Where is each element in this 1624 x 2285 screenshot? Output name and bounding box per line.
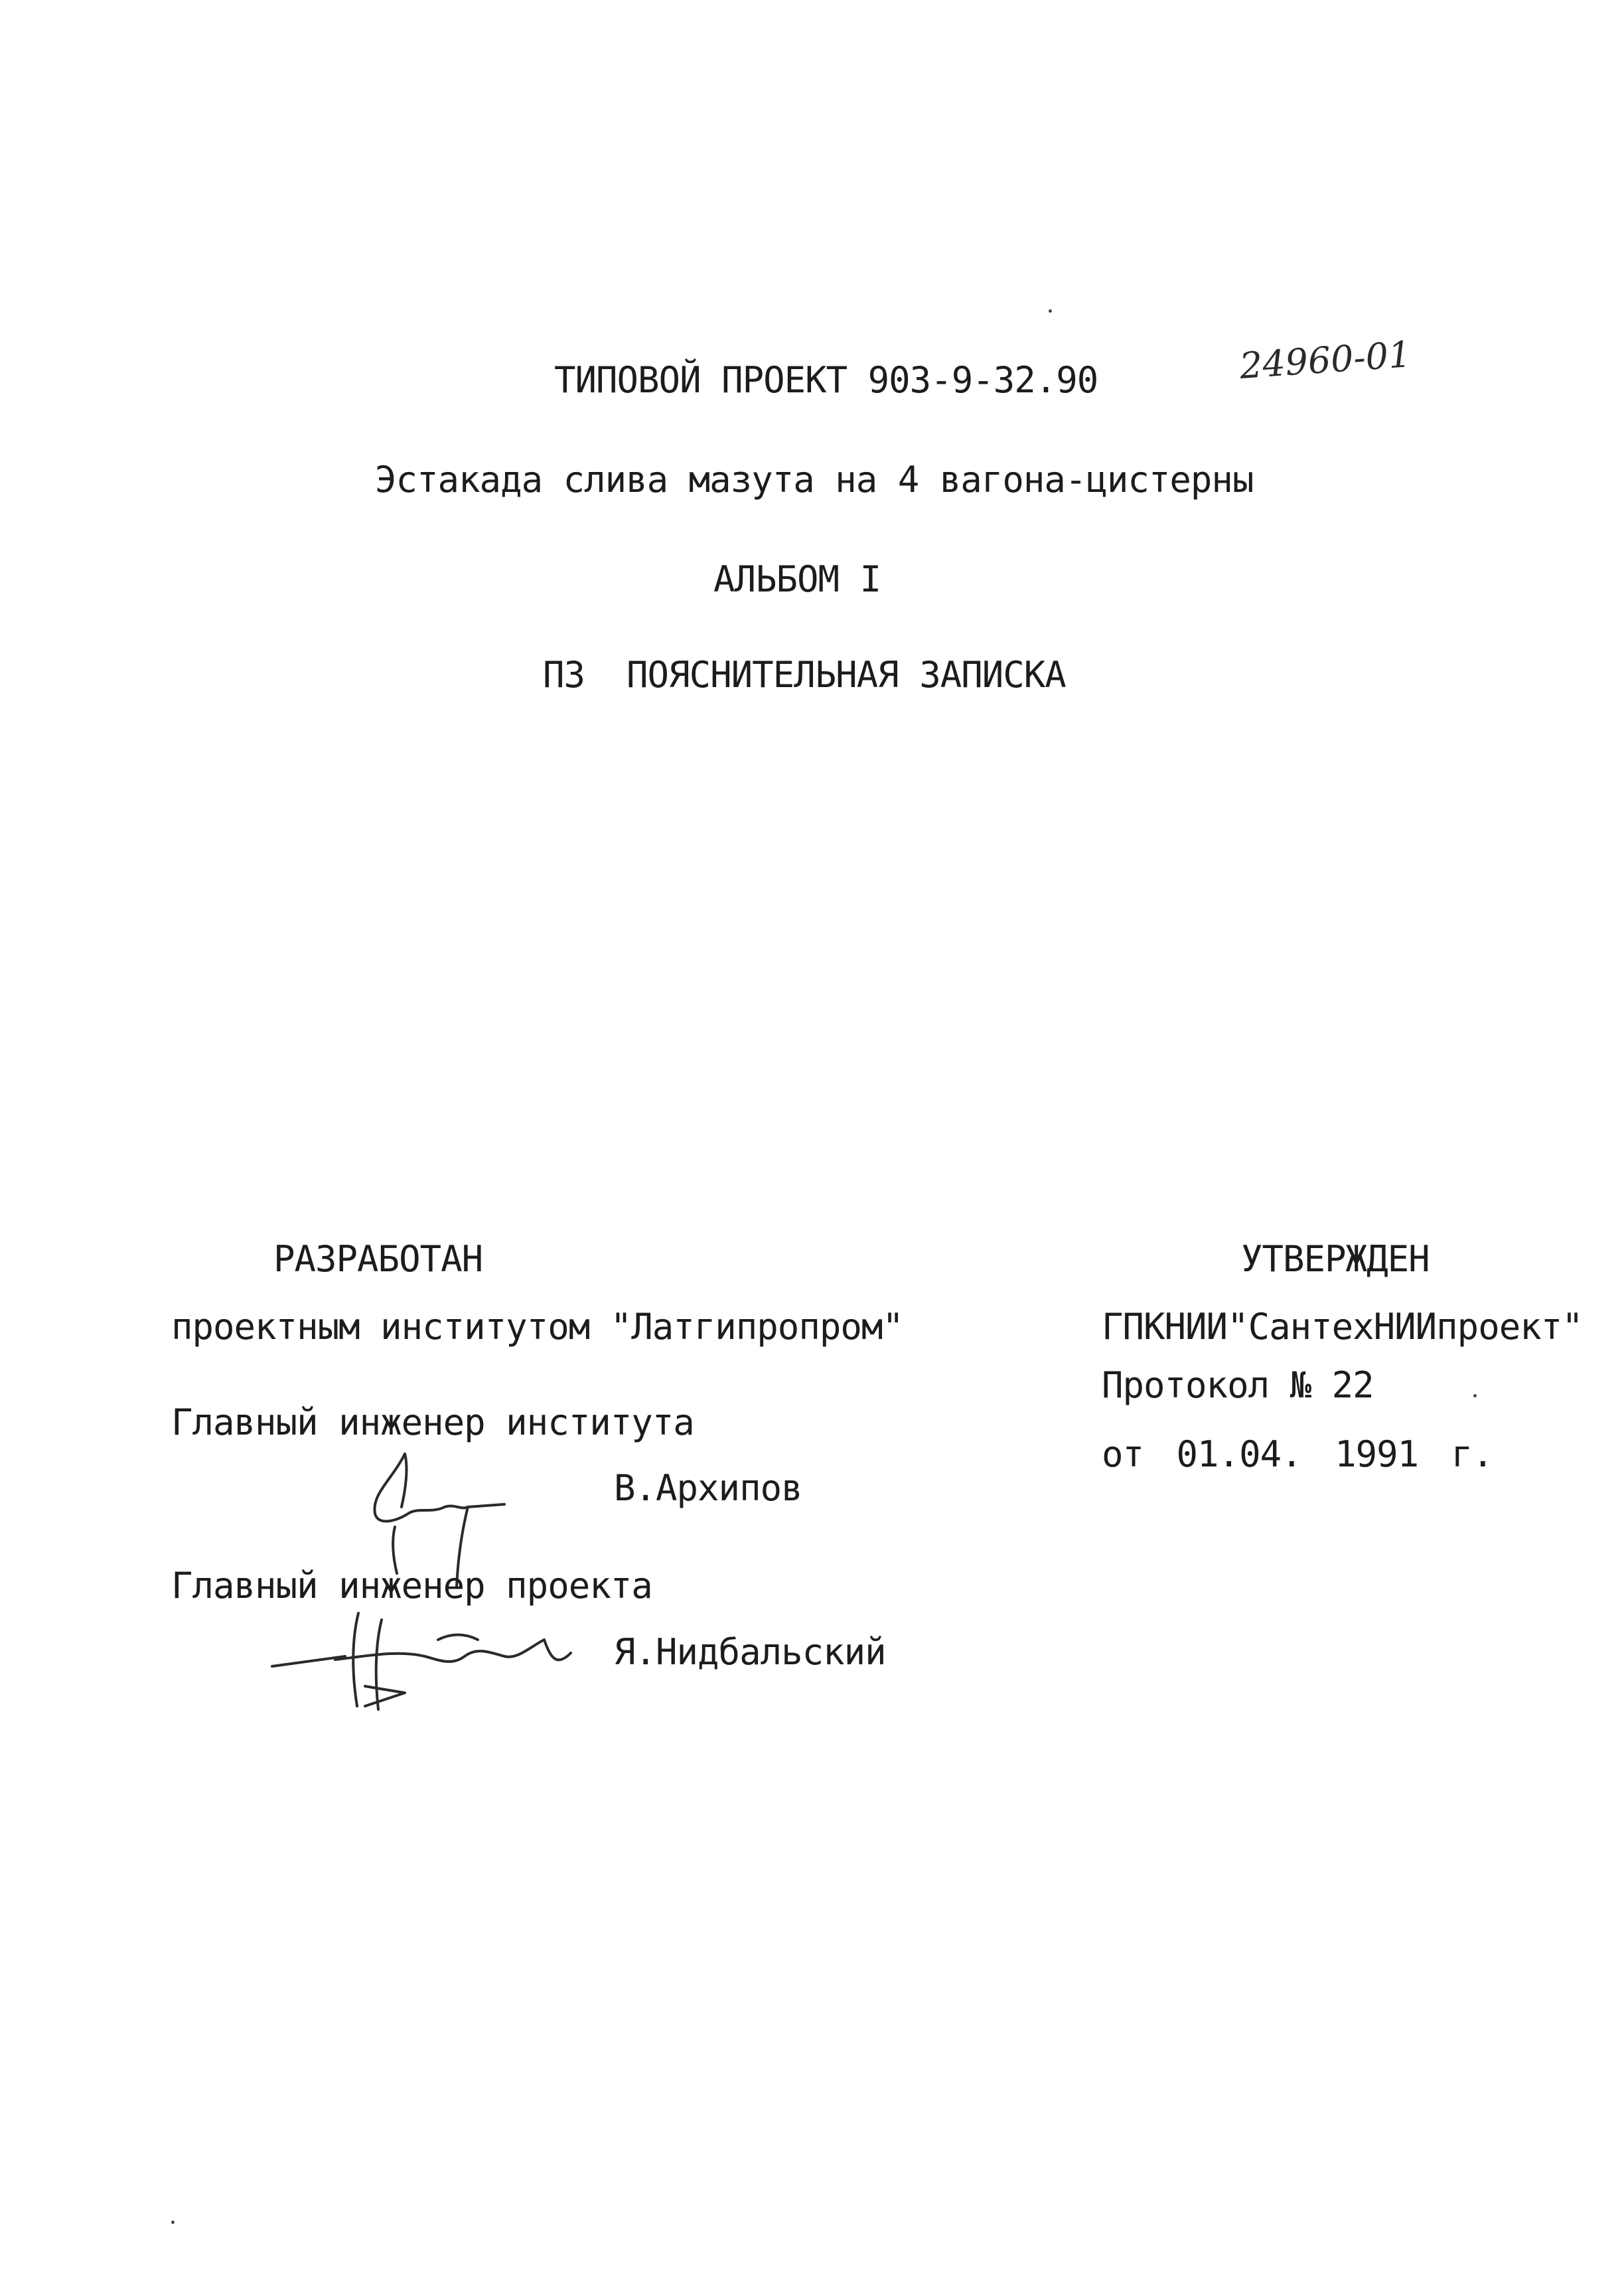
document-subject: Эстакада слива мазута на 4 вагона-цистерны <box>375 459 1254 501</box>
inventory-number: 24960-01 <box>1238 333 1413 387</box>
section-title: ПЗ ПОЯСНИТЕЛЬНАЯ ЗАПИСКА <box>543 654 1066 696</box>
chief-engineer-project-name: Я.Нидбальский <box>614 1631 886 1673</box>
approval-date: от 01.04. 1991 г. <box>1102 1433 1493 1475</box>
scan-speck <box>1049 309 1052 313</box>
scan-speck <box>1473 1394 1477 1397</box>
chief-engineer-project-title: Главный инженер проекта <box>171 1565 652 1607</box>
album-label: АЛЬБОМ I <box>713 558 881 600</box>
chief-engineer-institute-title: Главный инженер института <box>171 1401 694 1443</box>
chief-engineer-institute-name: В.Архипов <box>614 1467 802 1509</box>
project-title: ТИПОВОЙ ПРОЕКТ 903-9-32.90 <box>554 359 1098 401</box>
protocol-number: Протокол № 22 <box>1102 1364 1374 1406</box>
developer-institute: проектным институтом "Латгипропром" <box>171 1306 903 1348</box>
signature-nidbalsky <box>265 1593 597 1726</box>
scan-speck <box>171 2221 175 2224</box>
approved-heading: УТВЕРЖДЕН <box>1241 1238 1430 1280</box>
approving-organization: ГПКНИИ"СантехНИИпроект" <box>1102 1306 1583 1348</box>
developed-heading: РАЗРАБОТАН <box>273 1238 483 1280</box>
